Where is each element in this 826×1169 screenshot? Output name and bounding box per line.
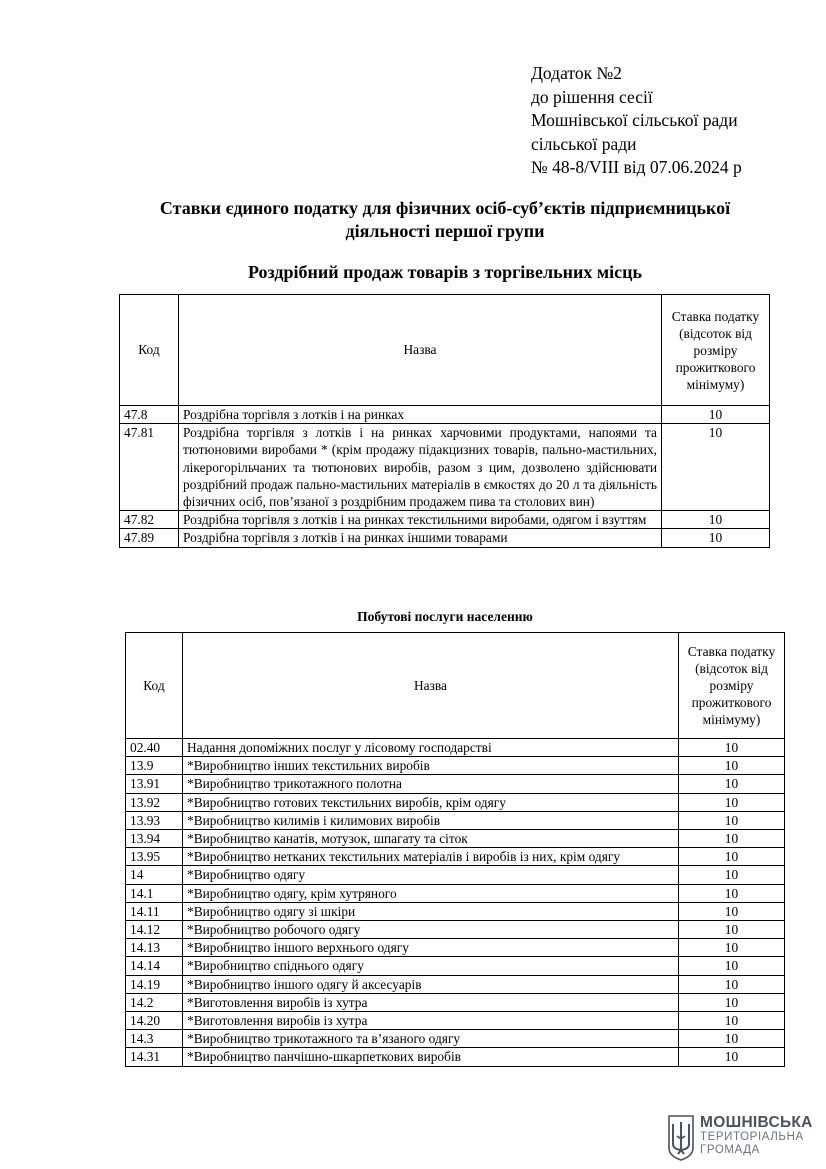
row-rate: 10 — [679, 830, 785, 848]
column-header-code: Код — [126, 633, 183, 739]
row-rate: 10 — [679, 957, 785, 975]
logo-title: МОШНІВСЬКА — [700, 1114, 813, 1131]
row-rate: 10 — [679, 775, 785, 793]
column-header-name: Назва — [183, 633, 679, 739]
row-code: 14.3 — [126, 1030, 183, 1048]
table-row — [126, 739, 785, 757]
row-rate: 10 — [662, 511, 770, 529]
row-name: *Виробництво трикотажного полотна — [183, 775, 679, 793]
section-title-retail: Роздрібний продаж товарів з торгівельних місць — [247, 262, 643, 282]
row-code: 47.81 — [120, 424, 179, 511]
row-name: *Виробництво канатів, мотузок, шпагату та сіток — [183, 830, 679, 848]
table-row — [120, 511, 770, 529]
row-rate: 10 — [679, 866, 785, 884]
row-code: 14.11 — [126, 902, 183, 920]
table-row — [126, 866, 785, 884]
document-title-line: діяльності першої групи — [345, 221, 545, 241]
row-rate: 10 — [679, 921, 785, 939]
row-code: 47.8 — [120, 406, 179, 424]
row-name: *Виробництво килимів і килимових виробів — [183, 811, 679, 829]
column-header-rate: Ставка податку (відсоток від розміру прожиткового мінімуму) — [662, 295, 770, 406]
community-logo — [666, 1114, 816, 1164]
row-rate: 10 — [679, 993, 785, 1011]
row-code: 02.40 — [126, 739, 183, 757]
row-code: 13.92 — [126, 793, 183, 811]
row-code: 14 — [126, 866, 183, 884]
section-title-services: Побутові послуги населенню — [357, 609, 533, 624]
row-name: *Виробництво спіднього одягу — [183, 957, 679, 975]
row-code: 13.93 — [126, 811, 183, 829]
row-name: *Виробництво панчішно-шкарпеткових виробів — [183, 1048, 679, 1066]
row-rate: 10 — [679, 739, 785, 757]
table-row — [126, 793, 785, 811]
services-rates-body — [126, 739, 785, 1067]
row-rate: 10 — [679, 902, 785, 920]
appendix-line: сільської ради — [531, 133, 637, 154]
table-row — [126, 884, 785, 902]
row-name: *Виробництво одягу зі шкіри — [183, 902, 679, 920]
table-row — [120, 529, 770, 547]
row-name: *Виробництво нетканих текстильних матеріалів і виробів із них, крім одягу — [183, 848, 679, 866]
row-rate: 10 — [679, 939, 785, 957]
table-row — [126, 1048, 785, 1066]
table-row — [120, 424, 770, 511]
row-code: 14.31 — [126, 1048, 183, 1066]
row-name: Роздрібна торгівля з лотків і на ринках іншими товарами — [179, 529, 662, 547]
row-code: 13.95 — [126, 848, 183, 866]
row-name: *Виготовлення виробів із хутра — [183, 1012, 679, 1030]
column-header-name: Назва — [179, 295, 662, 406]
retail-rates-body — [120, 406, 770, 548]
row-rate: 10 — [679, 975, 785, 993]
row-rate: 10 — [679, 1012, 785, 1030]
appendix-line: № 48-8/VIII від 07.06.2024 р — [531, 157, 742, 177]
table-row — [126, 757, 785, 775]
row-name: Роздрібна торгівля з лотків і на ринках текстильними виробами, одягом і взуттям — [179, 511, 662, 529]
table-row — [126, 957, 785, 975]
logo-subtitle: ГРОМАДА — [700, 1144, 760, 1156]
row-name: *Виробництво робочого одягу — [183, 921, 679, 939]
row-code: 13.94 — [126, 830, 183, 848]
table-row — [126, 975, 785, 993]
row-rate: 10 — [679, 757, 785, 775]
row-rate: 10 — [679, 848, 785, 866]
row-rate: 10 — [679, 884, 785, 902]
row-name: Роздрібна торгівля з лотків і на ринках харчовими продуктами, напоями та тютюновими виробами * (крім продажу підакцизних товарів, пально-мастильних, лікерогорільчаних та тютюнових виробів, разом з цим, дозволено здійснювати роздрібний продаж пально-мастильних матеріалів в ємкостях до 20 л та діяльність фізичних осіб, пов’язаної з роздрібним продажем пива та столових вин) — [179, 424, 662, 511]
row-rate: 10 — [662, 406, 770, 424]
row-name: *Виготовлення виробів із хутра — [183, 993, 679, 1011]
row-code: 14.20 — [126, 1012, 183, 1030]
row-rate: 10 — [679, 811, 785, 829]
table-row — [126, 902, 785, 920]
row-code: 14.2 — [126, 993, 183, 1011]
table-row — [126, 775, 785, 793]
column-header-rate: Ставка податку (відсоток від розміру прожиткового мінімуму) — [679, 633, 785, 739]
row-rate: 10 — [662, 424, 770, 511]
appendix-line: до рішення сесії — [531, 86, 653, 107]
appendix-block — [531, 62, 742, 180]
row-code: 13.9 — [126, 757, 183, 775]
row-name: *Виробництво одягу — [183, 866, 679, 884]
row-rate: 10 — [679, 1048, 785, 1066]
retail-rates-table — [119, 294, 770, 548]
row-rate: 10 — [679, 1030, 785, 1048]
row-name: Роздрібна торгівля з лотків і на ринках — [179, 406, 662, 424]
table-row — [126, 939, 785, 957]
row-name: Надання допоміжних послуг у лісовому господарстві — [183, 739, 679, 757]
row-code: 13.91 — [126, 775, 183, 793]
row-name: *Виробництво трикотажного та в’язаного одягу — [183, 1030, 679, 1048]
table-row — [126, 921, 785, 939]
row-code: 14.19 — [126, 975, 183, 993]
row-code: 14.12 — [126, 921, 183, 939]
services-rates-table — [125, 632, 785, 1067]
row-rate: 10 — [679, 793, 785, 811]
row-code: 14.14 — [126, 957, 183, 975]
table-row — [126, 993, 785, 1011]
row-code: 14.13 — [126, 939, 183, 957]
row-code: 47.82 — [120, 511, 179, 529]
document-title-line: Ставки єдиного податку для фізичних осіб-суб’єктів підприємницької — [159, 198, 731, 218]
row-code: 47.89 — [120, 529, 179, 547]
trident-emblem-icon — [666, 1114, 696, 1162]
table-row — [126, 830, 785, 848]
row-name: *Виробництво готових текстильних виробів, крім одягу — [183, 793, 679, 811]
row-name: *Виробництво інших текстильних виробів — [183, 757, 679, 775]
row-name: *Виробництво іншого одягу й аксесуарів — [183, 975, 679, 993]
row-name: *Виробництво одягу, крім хутряного — [183, 884, 679, 902]
table-row — [126, 848, 785, 866]
table-row — [120, 406, 770, 424]
column-header-code: Код — [120, 295, 179, 406]
table-row — [126, 1030, 785, 1048]
table-row — [126, 1012, 785, 1030]
logo-text — [700, 1114, 813, 1157]
appendix-line: Мошнівської сільської ради — [531, 110, 738, 130]
logo-subtitle: ТЕРИТОРІАЛЬНА — [700, 1131, 804, 1143]
appendix-line: Додаток №2 — [531, 63, 622, 83]
row-code: 14.1 — [126, 884, 183, 902]
row-name: *Виробництво іншого верхнього одягу — [183, 939, 679, 957]
document-title — [100, 197, 790, 243]
table-row — [126, 811, 785, 829]
row-rate: 10 — [662, 529, 770, 547]
